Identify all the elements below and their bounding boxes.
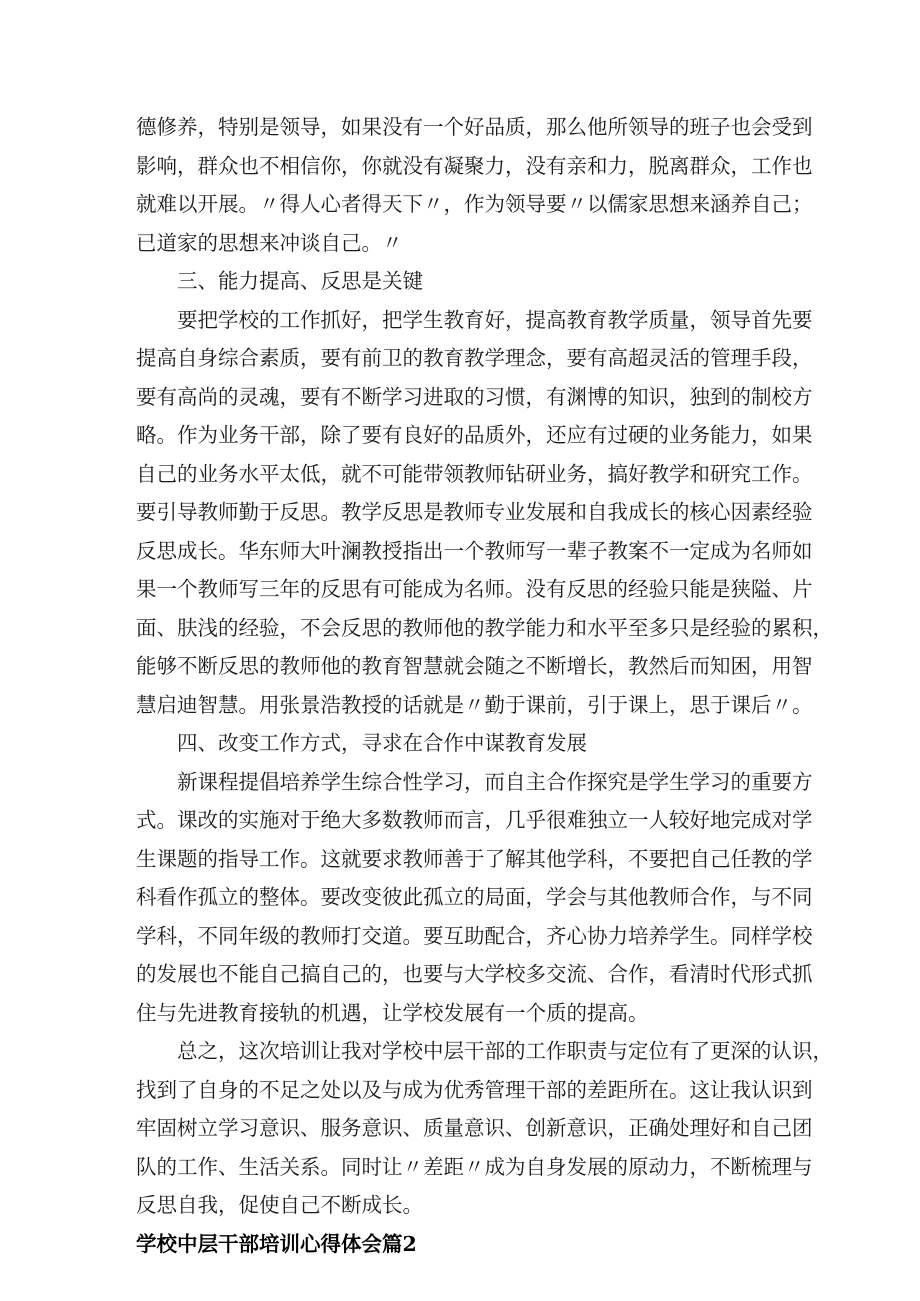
text-line: 德修养，特别是领导，如果没有一个好品质，那么他所领导的班子也会受到 bbox=[136, 115, 813, 139]
text-line: 科看作孤立的整体。要改变彼此孤立的局面，学会与其他教师合作，与不同 bbox=[136, 885, 813, 909]
text-line: 就难以开展。〃得人心者得天下〃，作为领导要〃以儒家思想来涵养自己； bbox=[136, 192, 813, 216]
text-line: 总之，这次培训让我对学校中层干部的工作职责与定位有了更深的认识， bbox=[177, 1039, 833, 1063]
text-line: 能够不断反思的教师他的教育智慧就会随之不断增长，教然后而知困，用智 bbox=[136, 654, 813, 678]
document-body bbox=[136, 108, 833, 1263]
text-line: 要把学校的工作抓好，把学生教育好，提高教育教学质量，领导首先要 bbox=[177, 307, 813, 332]
text-line: 要有高尚的灵魂，要有不断学习进取的习惯，有渊博的知识，独到的制校方 bbox=[136, 384, 813, 409]
text-line: 找到了自身的不足之处以及与成为优秀管理干部的差距所在。这让我认识到 bbox=[136, 1077, 813, 1102]
text-line: 面、肤浅的经验，不会反思的教师他的教学能力和水平至多只是经验的累积， bbox=[136, 615, 833, 640]
text-line: 队的工作、生活关系。同时让〃差距〃成为自身发展的原动力，不断梳理与 bbox=[136, 1154, 813, 1179]
text-line: 生课题的指导工作。这就要求教师善于了解其他学科，不要把自己任教的学 bbox=[136, 846, 813, 871]
text-line: 影响，群众也不相信你，你就没有凝聚力，没有亲和力，脱离群众，工作也 bbox=[136, 153, 813, 178]
section-heading-3: 三、能力提高、反思是关键 bbox=[177, 269, 423, 293]
text-line: 略。作为业务干部，除了要有良好的品质外，还应有过硬的业务能力，如果 bbox=[136, 423, 813, 447]
text-line: 自己的业务水平太低，就不可能带领教师钻研业务，搞好教学和研究工作。 bbox=[136, 461, 813, 486]
text-line: 住与先进教育接轨的机遇，让学校发展有一个质的提高。 bbox=[136, 1000, 649, 1025]
section-heading-4: 四、改变工作方式，寻求在合作中谋教育发展 bbox=[177, 731, 587, 755]
section-title: 学校中层干部培训心得体会篇2 bbox=[136, 1231, 417, 1256]
text-line: 反思成长。华东师大叶澜教授指出一个教师写一辈子教案不一定成为名师如 bbox=[136, 538, 813, 563]
text-line: 要引导教师勤于反思。教学反思是教师专业发展和自我成长的核心因素经验 bbox=[136, 500, 813, 524]
text-line: 已道家的思想来冲谈自己。〃 bbox=[136, 230, 403, 255]
text-line: 的发展也不能自己搞自己的，也要与大学校多交流、合作，看清时代形式抓 bbox=[136, 962, 813, 986]
text-line: 慧启迪智慧。用张景浩教授的话就是〃勤于课前，引于课上，思于课后〃。 bbox=[136, 692, 813, 717]
text-line: 反思自我，促使自己不断成长。 bbox=[136, 1193, 423, 1217]
text-line: 提高自身综合素质，要有前卫的教育教学理念，要有高超灵活的管理手段， bbox=[136, 346, 813, 370]
text-line: 牢固树立学习意识、服务意识、质量意识、创新意识，正确处理好和自己团 bbox=[136, 1116, 813, 1140]
text-line: 果一个教师写三年的反思有可能成为名师。没有反思的经验只能是狭隘、片 bbox=[136, 577, 813, 601]
text-line: 式。课改的实施对于绝大多数教师而言，几乎很难独立一人较好地完成对学 bbox=[136, 808, 813, 832]
text-line: 学科，不同年级的教师打交道。要互助配合，齐心协力培养学生。同样学校 bbox=[136, 923, 813, 948]
text-line: 新课程提倡培养学生综合性学习，而自主合作探究是学生学习的重要方 bbox=[177, 769, 813, 794]
